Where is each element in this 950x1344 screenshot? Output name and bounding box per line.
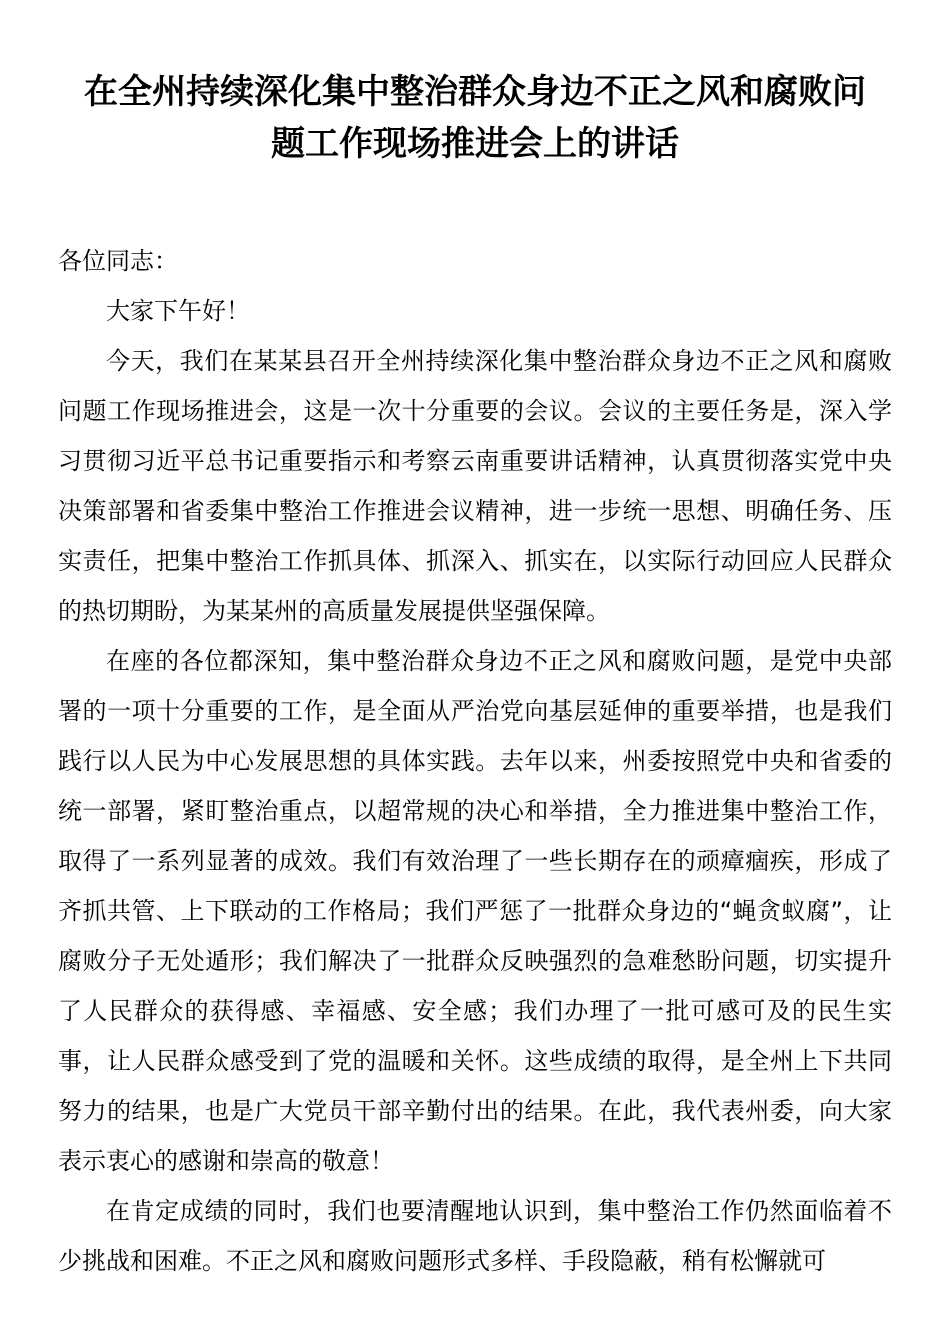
document-body: [58, 236, 892, 1286]
greeting: 大家下午好！: [106, 297, 250, 325]
paragraph-2: 在座的各位都深知，集中整治群众身边不正之风和腐败问题，是党中央部署的一项十分重要的工作，是全面从严治党向基层延伸的重要举措，也是我们践行以人民为中心发展思想的具体实践。去年以来，州委按照党中央和省委的统一部署，紧盯整治重点，以超常规的决心和举措，全力推进集中整治工作，取得了一系列显著的成效。我们有效治理了一些长期存在的顽瘴痼疾，形成了齐抓共管、上下联动的工作格局；我们严惩了一批群众身边的“蝇贪蚁腐”，让腐败分子无处遁形；我们解决了一批群众反映强烈的急难愁盼问题，切实提升了人民群众的获得感、幸福感、安全感；我们办理了一批可感可及的民生实事，让人民群众感受到了党的温暖和关怀。这些成绩的取得，是全州上下共同努力的结果，也是广大党员干部辛勤付出的结果。在此，我代表州委，向大家表示衷心的感谢和崇高的敬意！: [58, 647, 892, 1175]
title-line-2: 题工作现场推进会上的讲话: [271, 124, 679, 164]
salutation: 各位同志：: [58, 247, 178, 275]
paragraph-1: 今天，我们在某某县召开全州持续深化集中整治群众身边不正之风和腐败问题工作现场推进会，这是一次十分重要的会议。会议的主要任务是，深入学习贯彻习近平总书记重要指示和考察云南重要讲话精神，认真贯彻落实党中央决策部署和省委集中整治工作推进会议精神，进一步统一思想、明确任务、压实责任，把集中整治工作抓具体、抓深入、抓实在，以实际行动回应人民群众的热切期盼，为某某州的高质量发展提供坚强保障。: [58, 347, 892, 625]
document-title: [58, 66, 892, 170]
paragraph-3: 在肯定成绩的同时，我们也要清醒地认识到，集中整治工作仍然面临着不少挑战和困难。不正之风和腐败问题形式多样、手段隐蔽，稍有松懈就可: [58, 1197, 892, 1275]
title-line-1: 在全州持续深化集中整治群众身边不正之风和腐败问: [84, 72, 866, 112]
